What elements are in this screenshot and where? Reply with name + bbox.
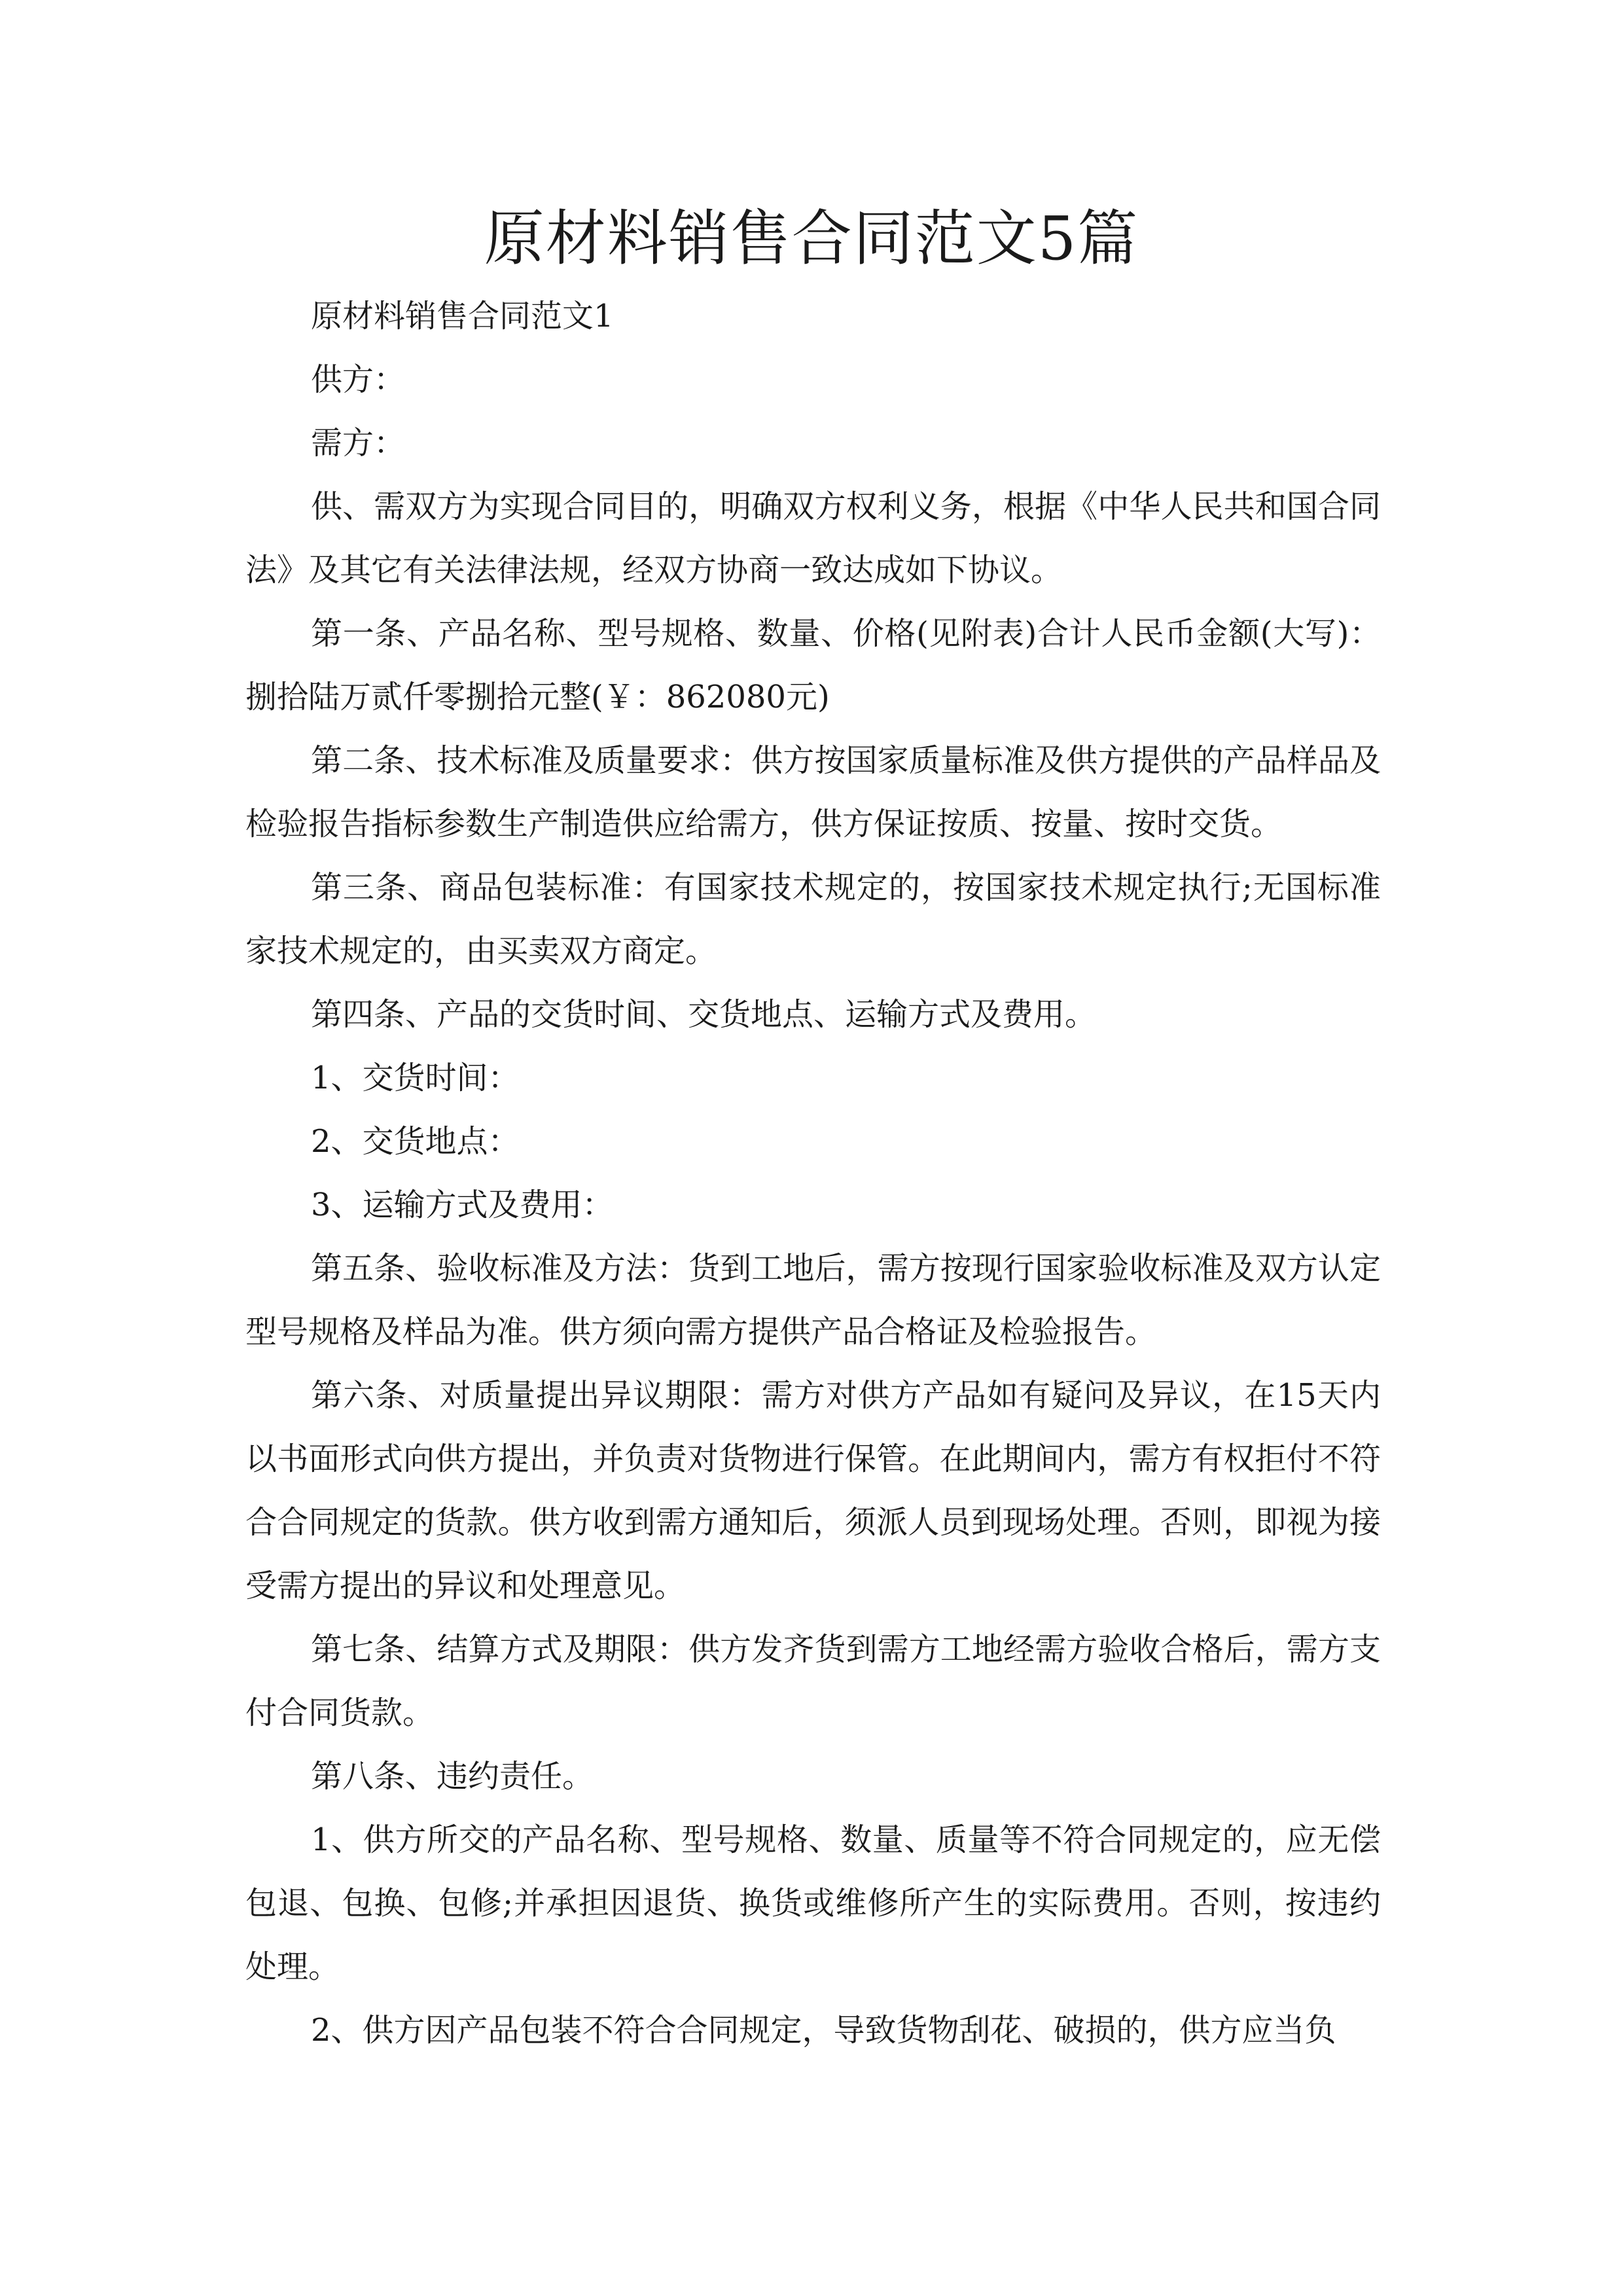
paragraph-article-3: 第三条、商品包装标准：有国家技术规定的，按国家技术规定执行;无国标准家技术规定的，由买卖双方商定。 [245,869,1381,969]
paragraph-liability-1: 1、供方所交的产品名称、型号规格、数量、质量等不符合同规定的，应无偿包退、包换、包修;并承担因退货、换货或维修所产生的实际费用。否则，按违约处理。 [245,1821,1381,1985]
paragraph-transport: 3、运输方式及费用： [311,1187,614,1223]
document-title: 原材料销售合同范文5篇 [484,204,1139,274]
document-body [245,285,1381,2062]
paragraph-article-2: 第二条、技术标准及质量要求：供方按国家质量标准及供方提供的产品样品及检验报告指标参数生产制造供应给需方，供方保证按质、按量、按时交货。 [245,742,1381,842]
paragraph-article-8: 第八条、违约责任。 [311,1758,594,1795]
paragraph-preamble: 供、需双方为实现合同目的，明确双方权利义务，根据《中华人民共和国合同法》及其它有关法律法规，经双方协商一致达成如下协议。 [245,488,1381,588]
paragraph-article-1: 第一条、产品名称、型号规格、数量、价格(见附表)合计人民币金额(大写)：捌拾陆万贰仟零捌拾元整(￥：862080元) [245,615,1381,715]
paragraph-article-6: 第六条、对质量提出异议期限：需方对供方产品如有疑问及异议，在15天内以书面形式向供方提出，并负责对货物进行保管。在此期间内，需方有权拒付不符合合同规定的货款。供方收到需方通知后，须派人员到现场处理。否则，即视为接受需方提出的异议和处理意见。 [245,1377,1381,1604]
paragraph-supplier: 供方： [311,361,406,398]
paragraph-buyer: 需方： [311,425,406,461]
paragraph-subtitle: 原材料销售合同范文1 [311,298,614,334]
paragraph-liability-2: 2、供方因产品包装不符合合同规定，导致货物刮花、破损的，供方应当负 [311,2012,1336,2049]
paragraph-article-4: 第四条、产品的交货时间、交货地点、运输方式及费用。 [311,996,1097,1033]
paragraph-delivery-place: 2、交货地点： [311,1123,520,1160]
paragraph-article-5: 第五条、验收标准及方法：货到工地后，需方按现行国家验收标准及双方认定型号规格及样品为准。供方须向需方提供产品合格证及检验报告。 [245,1250,1381,1350]
paragraph-article-7: 第七条、结算方式及期限：供方发齐货到需方工地经需方验收合格后，需方支付合同货款。 [245,1631,1381,1731]
paragraph-delivery-time: 1、交货时间： [311,1060,520,1096]
